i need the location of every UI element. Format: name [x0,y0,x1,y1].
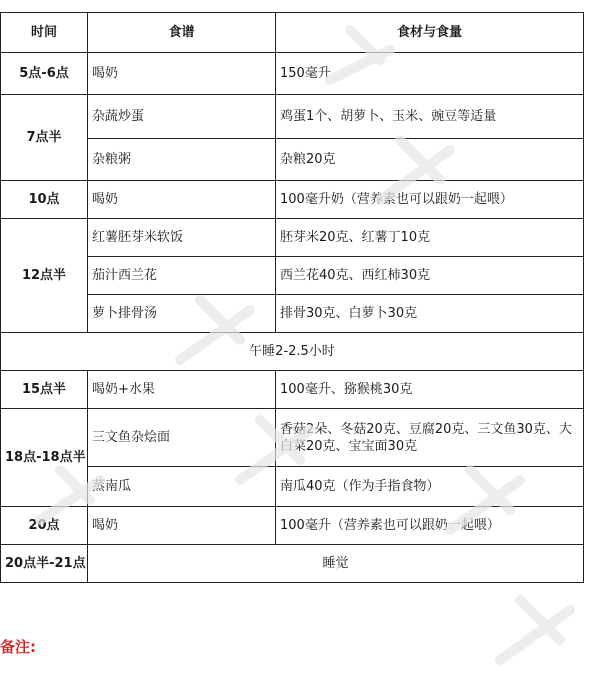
time-cell: 15点半 [1,371,88,409]
table-row [1,467,584,507]
time-cell: 5点-6点 [1,53,88,95]
recipe-cell: 杂粮粥 [88,139,276,181]
recipe-cell: 喝奶 [88,507,276,545]
ingredients-cell: 100毫升、猕猴桃30克 [276,371,584,409]
recipe-cell: 蒸南瓜 [88,467,276,507]
ingredients-cell: 胚芽米20克、红薯丁10克 [276,219,584,257]
recipe-cell: 喝奶 [88,181,276,219]
table-row [1,95,584,139]
recipe-cell: 三文鱼杂烩面 [88,409,276,467]
ingredients-cell: 香菇2朵、冬菇20克、豆腐20克、三文鱼30克、大白菜20克、宝宝面30克 [276,409,584,467]
header-ingredients: 食材与食量 [276,13,584,53]
ingredients-cell: 排骨30克、白萝卜30克 [276,295,584,333]
ingredients-cell: 150毫升 [276,53,584,95]
header-recipe: 食谱 [88,13,276,53]
table-row [1,545,584,583]
remark-label: 备注: [0,638,36,656]
ingredients-cell: 南瓜40克（作为手指食物） [276,467,584,507]
recipe-cell: 喝奶+水果 [88,371,276,409]
recipe-cell: 萝卜排骨汤 [88,295,276,333]
ingredients-cell: 100毫升奶（营养素也可以跟奶一起喂） [276,181,584,219]
table-row [1,53,584,95]
table-row [1,181,584,219]
table-row [1,371,584,409]
time-cell: 7点半 [1,95,88,181]
table-row [1,507,584,545]
ingredients-cell: 西兰花40克、西红柿30克 [276,257,584,295]
time-cell: 20点 [1,507,88,545]
recipe-cell: 喝奶 [88,53,276,95]
table-header-row [1,13,584,53]
header-time: 时间 [1,13,88,53]
table-row [1,257,584,295]
time-cell: 12点半 [1,219,88,333]
table-row [1,409,584,467]
time-cell: 10点 [1,181,88,219]
recipe-cell: 红薯胚芽米软饭 [88,219,276,257]
ingredients-cell: 鸡蛋1个、胡萝卜、玉米、豌豆等适量 [276,95,584,139]
sleep-cell: 睡觉 [88,545,584,583]
time-cell: 20点半-21点 [1,545,88,583]
meal-schedule-table [0,12,584,583]
nap-row-cell: 午睡2-2.5小时 [1,333,584,371]
ingredients-cell: 100毫升（营养素也可以跟奶一起喂） [276,507,584,545]
time-cell: 18点-18点半 [1,409,88,507]
recipe-cell: 杂蔬炒蛋 [88,95,276,139]
ingredients-cell: 杂粮20克 [276,139,584,181]
table-row [1,219,584,257]
table-row [1,295,584,333]
table-row [1,139,584,181]
table-row [1,333,584,371]
recipe-cell: 茄汁西兰花 [88,257,276,295]
